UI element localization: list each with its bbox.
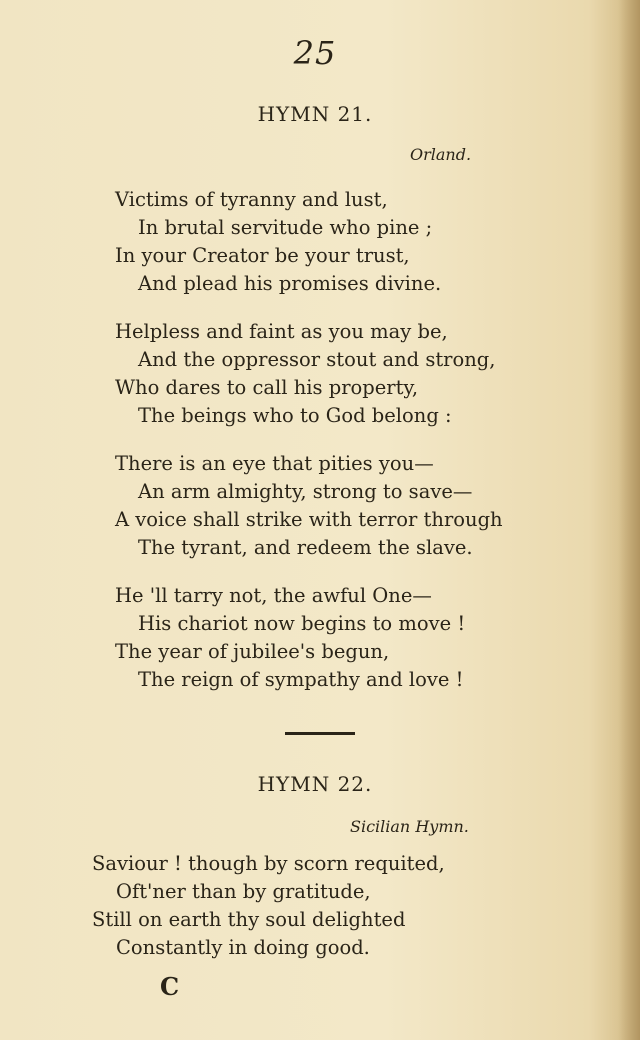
hymn-22-s1-l1: Saviour ! though by scorn requited, (92, 852, 445, 875)
hymn-21-s2-l4: The beings who to God belong : (138, 404, 452, 427)
hymn-21-s4-l3: The year of jubilee's begun, (115, 640, 390, 663)
signature-mark: C (160, 972, 180, 1001)
hymn-21-s1-l4: And plead his promises divine. (138, 272, 442, 295)
hymn-21-s3-l4: The tyrant, and redeem the slave. (138, 536, 473, 559)
hymn-22-s1-l2: Oft'ner than by gratitude, (116, 880, 371, 903)
section-divider (285, 732, 355, 735)
hymn-21-s4-l4: The reign of sympathy and love ! (138, 668, 464, 691)
hymn-21-s1-l1: Victims of tyranny and lust, (115, 188, 388, 211)
hymn-22-title: HYMN 22. (257, 772, 373, 796)
hymn-21-s3-l1: There is an eye that pities you— (115, 452, 434, 475)
hymn-21-tune: Orland. (410, 145, 472, 164)
hymn-21-s4-l2: His chariot now begins to move ! (138, 612, 466, 635)
hymn-21-s2-l3: Who dares to call his property, (115, 376, 419, 399)
hymn-21-s2-l2: And the oppressor stout and strong, (138, 348, 496, 371)
page-edge-shadow (618, 0, 640, 1040)
hymn-22-s1-l4: Constantly in doing good. (116, 936, 370, 959)
hymn-21-s1-l3: In your Creator be your trust, (115, 244, 410, 267)
hymn-21-s1-l2: In brutal servitude who pine ; (138, 216, 433, 239)
hymn-22-tune: Sicilian Hymn. (350, 817, 469, 836)
hymn-22-s1-l3: Still on earth thy soul delighted (92, 908, 406, 931)
page-number: 25 (293, 34, 337, 72)
hymn-21-s3-l2: An arm almighty, strong to save— (138, 480, 473, 503)
hymn-21-title: HYMN 21. (257, 102, 373, 126)
hymn-21-s2-l1: Helpless and faint as you may be, (115, 320, 448, 343)
hymn-21-s4-l1: He 'll tarry not, the awful One— (115, 584, 432, 607)
hymn-21-s3-l3: A voice shall strike with terror through (115, 508, 503, 531)
